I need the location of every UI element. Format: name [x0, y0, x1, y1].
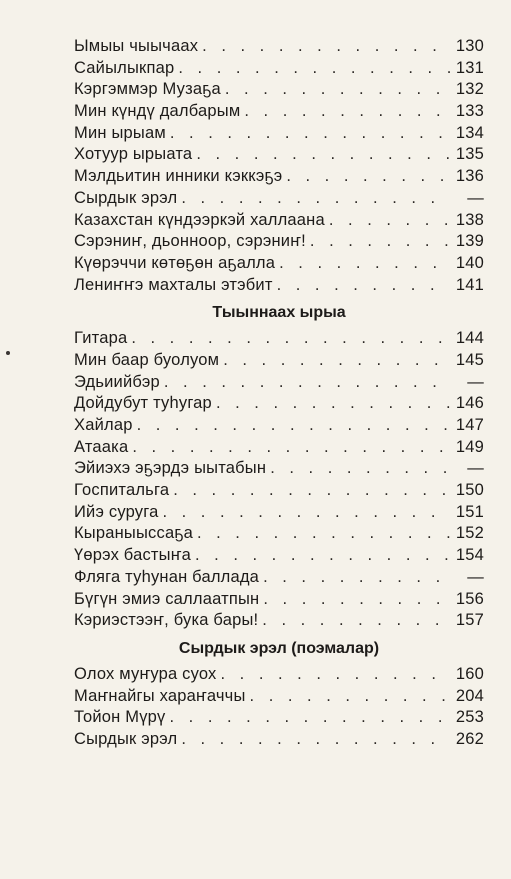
entry-title: Лениҥҥэ махталы этэбит	[74, 275, 273, 294]
dot-leader	[173, 481, 450, 500]
dot-leader	[263, 590, 450, 609]
entry-page-number: —	[467, 459, 484, 478]
entry-page-number: 156	[455, 589, 484, 608]
entry-title: Фляга туһунан баллада	[74, 567, 260, 586]
dot-leader	[131, 329, 450, 348]
entry-title: Маҥнайгы хараҥаччы	[74, 686, 246, 705]
toc-entry	[74, 503, 484, 525]
toc-entry	[74, 590, 484, 612]
dot-leader	[270, 459, 450, 478]
entry-title: Гитара	[74, 329, 128, 348]
toc-entry	[74, 329, 484, 351]
entry-page-number: 138	[455, 210, 484, 229]
dot-leader	[221, 665, 451, 684]
toc-entry	[74, 611, 484, 633]
entry-title: Кэриэстээҥ, бука бары!	[74, 611, 259, 630]
toc-entry	[74, 546, 484, 568]
section-heading: Сырдык эрэл (поэмалар)	[178, 639, 380, 657]
toc-entry	[74, 124, 484, 146]
entry-title: Үөрэх бастыҥа	[74, 546, 191, 565]
entry-title: Атаака	[74, 437, 129, 456]
entry-page-number: 131	[455, 58, 484, 77]
toc-entry	[74, 145, 484, 167]
entry-page-number: 157	[455, 611, 484, 630]
entry-title: Тойон Мүрү	[74, 708, 166, 727]
toc-entry	[74, 211, 484, 233]
dot-leader	[263, 568, 450, 587]
toc-entry	[74, 102, 484, 124]
section-heading: Тыыннаах ырыа	[212, 304, 346, 322]
entry-page-number: 145	[455, 350, 484, 369]
entry-title: Хайлар	[74, 416, 133, 434]
entry-title: Ийэ суруга	[74, 502, 159, 521]
dot-leader	[202, 37, 450, 56]
entry-page-number: 130	[455, 37, 484, 55]
toc-entry	[74, 254, 484, 276]
toc-entry	[74, 276, 484, 298]
dot-leader	[162, 503, 450, 522]
dot-leader	[225, 80, 450, 99]
dot-leader	[286, 167, 450, 186]
entry-title: Сырдык эрэл	[74, 188, 178, 207]
entry-page-number: 133	[455, 102, 484, 121]
entry-title: Эйиэхэ эҕэрдэ ыытабын	[74, 459, 267, 478]
toc-entry	[74, 189, 484, 211]
entry-title: Күөрэччи көтөҕөн аҕалла	[74, 253, 276, 272]
entry-page-number: 160	[455, 664, 484, 683]
toc-entry	[74, 373, 484, 395]
toc-entry	[74, 459, 484, 481]
entry-page-number: 140	[455, 253, 484, 272]
entry-page-number: 146	[455, 394, 484, 413]
dot-leader	[170, 124, 450, 143]
entry-page-number: 253	[455, 708, 484, 727]
dot-leader	[244, 102, 450, 121]
entry-title: Ымыы чыычаах	[74, 37, 199, 55]
toc-entry	[74, 730, 484, 752]
entry-title: Сэрэниҥ, дьонноор, сэрэниҥ!	[74, 232, 306, 251]
toc-entry	[74, 394, 484, 416]
toc-entry	[74, 232, 484, 254]
table-of-contents	[74, 37, 484, 752]
dot-leader	[310, 232, 450, 251]
entry-title: Кэргэммэр Музаҕа	[74, 80, 221, 99]
entry-title: Бүгүн эмиэ саллаатпын	[74, 589, 260, 608]
entry-title: Дойдубут туһугар	[74, 394, 212, 413]
ink-speck	[6, 351, 10, 355]
toc-entry	[74, 665, 484, 687]
dot-leader	[277, 276, 450, 295]
dot-leader	[169, 708, 450, 727]
dot-leader	[216, 394, 450, 413]
toc-entry	[74, 568, 484, 590]
toc-entry	[74, 524, 484, 546]
entry-page-number: 135	[455, 145, 484, 164]
entry-title: Хотуур ырыата	[74, 145, 193, 164]
entry-page-number: 149	[455, 437, 484, 456]
entry-title: Олох муҥура суох	[74, 664, 217, 683]
entry-page-number: 152	[455, 524, 484, 543]
entry-page-number: —	[467, 372, 484, 391]
entry-title: Эдьиийбэр	[74, 372, 160, 391]
toc-entry	[74, 416, 484, 438]
dot-leader	[329, 211, 450, 230]
entry-title: Казахстан күндээркэй халлаана	[74, 210, 325, 229]
dot-leader	[181, 730, 450, 749]
entry-title: Сайылыкпар	[74, 58, 175, 77]
entry-page-number: 262	[455, 729, 484, 748]
entry-page-number: 154	[455, 546, 484, 565]
entry-title: Сырдык эрэл	[74, 729, 178, 748]
entry-title: Мэлдьитин инники кэккэҕэ	[74, 167, 283, 186]
dot-leader	[196, 145, 450, 164]
entry-title: Мин баар буолуом	[74, 350, 220, 369]
entry-page-number: —	[467, 188, 484, 207]
dot-leader	[132, 438, 450, 457]
dot-leader	[181, 189, 450, 208]
dot-leader	[223, 351, 450, 370]
dot-leader	[279, 254, 450, 273]
dot-leader	[164, 373, 450, 392]
dot-leader	[195, 546, 450, 565]
entry-page-number: 204	[455, 686, 484, 705]
dot-leader	[197, 524, 450, 543]
toc-entry	[74, 438, 484, 460]
dot-leader	[178, 59, 450, 78]
entry-page-number: 147	[455, 416, 484, 434]
toc-entry	[74, 687, 484, 709]
toc-entry	[74, 80, 484, 102]
entry-title: Госпитальга	[74, 481, 170, 500]
entry-title: Мин күндү далбарым	[74, 102, 241, 121]
entry-page-number: 134	[455, 123, 484, 142]
entry-page-number: 150	[455, 481, 484, 500]
entry-page-number: 132	[455, 80, 484, 99]
entry-page-number: 141	[455, 275, 484, 294]
toc-entry	[74, 37, 484, 59]
entry-page-number: 144	[455, 329, 484, 348]
entry-title: Кыраныыссаҕа	[74, 524, 193, 543]
dot-leader	[250, 687, 450, 706]
entry-page-number: 136	[455, 167, 484, 186]
toc-entry	[74, 708, 484, 730]
toc-entry	[74, 59, 484, 81]
dot-leader	[137, 416, 450, 435]
dot-leader	[262, 611, 450, 630]
entry-title: Мин ырыам	[74, 123, 166, 142]
toc-entry	[74, 481, 484, 503]
entry-page-number: 151	[455, 502, 484, 521]
entry-page-number: —	[467, 567, 484, 586]
entry-page-number: 139	[455, 232, 484, 251]
toc-entry	[74, 167, 484, 189]
toc-entry	[74, 351, 484, 373]
